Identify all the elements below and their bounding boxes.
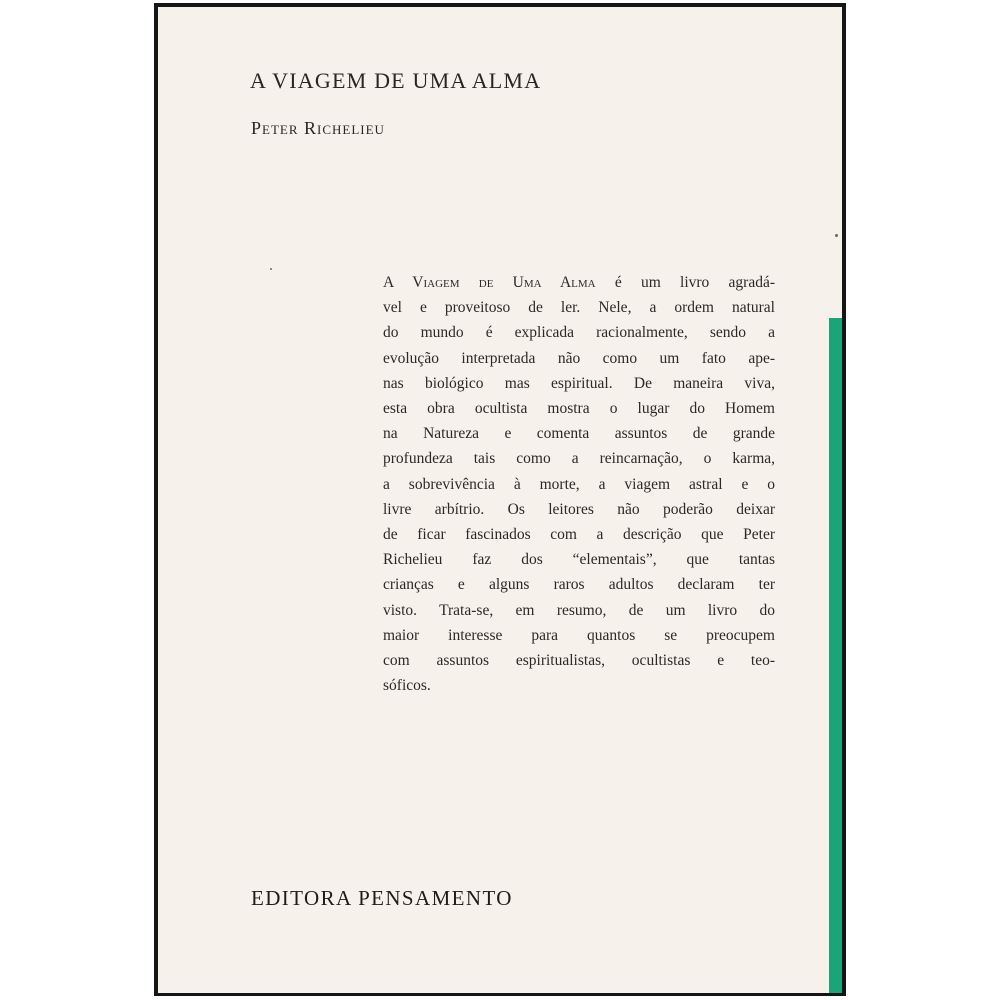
blurb-line — [383, 270, 775, 295]
blurb-line: com assuntos espiritualistas, ocultistas e teo- — [383, 652, 775, 670]
blurb-line: a sobrevivência à morte, a viagem astral e o — [383, 475, 775, 493]
blurb-line: evolução interpretada não como um fato ape- — [383, 349, 775, 367]
blurb-line: profundeza tais como a reincarnação, o karma, — [383, 450, 775, 468]
blurb-line: Richelieu faz dos “elementais”, que tantas — [383, 551, 775, 569]
blurb-line: visto. Trata-se, em resumo, de um livro do — [383, 601, 775, 619]
blurb-line: esta obra ocultista mostra o lugar do Homem — [383, 400, 775, 418]
blurb-title-reference: A Viagem de Uma Alma — [383, 274, 596, 291]
book-title: A VIAGEM DE UMA ALMA — [250, 68, 542, 93]
blurb-line: vel e proveitoso de ler. Nele, a ordem natural — [383, 299, 775, 317]
blurb-line: do mundo é explicada racionalmente, sendo a — [383, 324, 775, 342]
blurb-line: na Natureza e comenta assuntos de grande — [383, 425, 775, 443]
blurb-line: livre arbítrio. Os leitores não poderão deixar — [383, 500, 775, 518]
paper-speck — [270, 268, 272, 270]
green-spine-edge — [829, 318, 842, 993]
book-author: Peter Richelieu — [251, 118, 385, 138]
blurb-line: de ficar fascinados com a descrição que Peter — [383, 526, 775, 544]
blurb-line-text: é um livro agradá- — [595, 274, 775, 291]
paper-speck — [835, 234, 838, 237]
blurb-line: nas biológico mas espiritual. De maneira viva, — [383, 374, 775, 392]
book-blurb — [383, 270, 775, 698]
blurb-line: crianças e alguns raros adultos declaram ter — [383, 576, 775, 594]
blurb-line: sóficos. — [383, 677, 431, 695]
blurb-line: maior interesse para quantos se preocupem — [383, 626, 775, 644]
publisher-name: EDITORA PENSAMENTO — [251, 886, 513, 910]
